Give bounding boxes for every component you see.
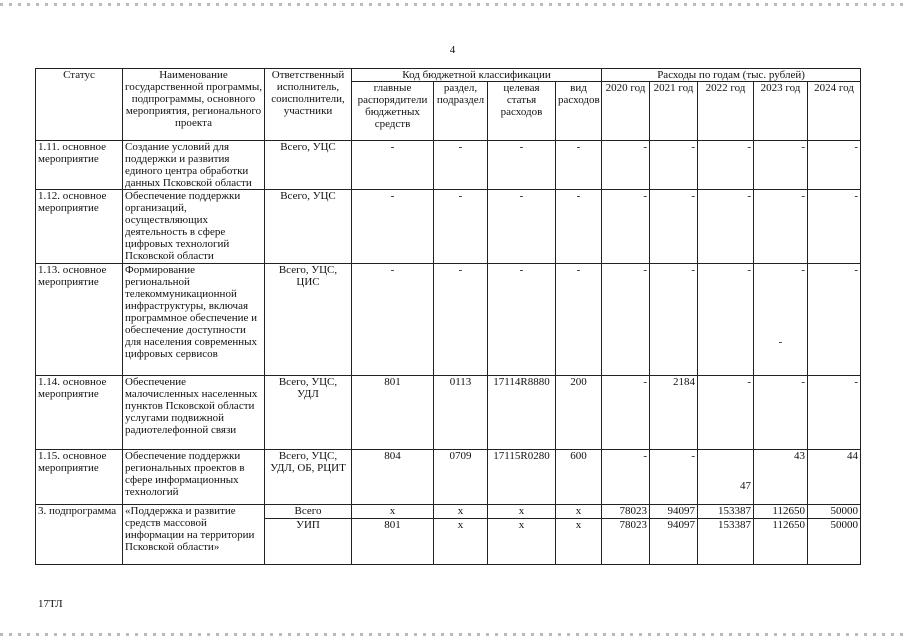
row-responsible: Всего, УЦС, УДЛ, ОБ, РЦИТ bbox=[265, 450, 352, 505]
code-article: х bbox=[488, 505, 556, 519]
code-type: 600 bbox=[556, 450, 602, 505]
header-year-2021: 2021 год bbox=[650, 82, 698, 141]
code-grbs: х bbox=[352, 505, 434, 519]
header-year-2024: 2024 год bbox=[808, 82, 861, 141]
header-code-type: вид расходов bbox=[556, 82, 602, 141]
code-grbs: - bbox=[352, 190, 434, 264]
row-responsible: Всего, УЦС, ЦИС bbox=[265, 264, 352, 376]
row-responsible: Всего, УЦС, УДЛ bbox=[265, 376, 352, 450]
row-name: Создание условий для поддержки и развития единого центра обработки данных Псковской области bbox=[123, 141, 265, 190]
value-2024: - bbox=[808, 376, 861, 450]
value-2020: - bbox=[602, 141, 650, 190]
value-2021: - bbox=[650, 264, 698, 376]
row-responsible: Всего, УЦС bbox=[265, 141, 352, 190]
table-row bbox=[36, 376, 861, 450]
code-article: 17114R8880 bbox=[488, 376, 556, 450]
table-row bbox=[36, 505, 861, 519]
header-name: Наименование государственной программы, подпрограммы, основного мероприятия, регионального проекта bbox=[123, 69, 265, 141]
code-section: - bbox=[434, 264, 488, 376]
budget-table bbox=[35, 68, 861, 565]
code-grbs: - bbox=[352, 141, 434, 190]
value-2022-text: 47 bbox=[740, 480, 752, 492]
code-section: 0709 bbox=[434, 450, 488, 505]
value-2020: - bbox=[602, 450, 650, 505]
code-type: х bbox=[556, 519, 602, 565]
header-expenses: Расходы по годам (тыс. рублей) bbox=[602, 69, 861, 82]
value-2022: - bbox=[698, 376, 754, 450]
value-2020: 78023 bbox=[602, 505, 650, 519]
code-section: - bbox=[434, 141, 488, 190]
table-row bbox=[36, 141, 861, 190]
value-2022 bbox=[698, 450, 754, 505]
code-grbs: 801 bbox=[352, 376, 434, 450]
code-type: - bbox=[556, 264, 602, 376]
table-row bbox=[36, 264, 861, 376]
value-2022: - bbox=[698, 141, 754, 190]
code-article: 17115R0280 bbox=[488, 450, 556, 505]
code-article: - bbox=[488, 141, 556, 190]
row-name: «Поддержка и развитие средств массовой информации на территории Псковской области» bbox=[123, 505, 265, 565]
value-2023: 112650 bbox=[754, 505, 808, 519]
value-2020: - bbox=[602, 264, 650, 376]
code-section: х bbox=[434, 505, 488, 519]
row-responsible: УИП bbox=[265, 519, 352, 565]
value-2024: - bbox=[808, 264, 861, 376]
header-code-grbs: главные распорядители бюджетных средств bbox=[352, 82, 434, 141]
row-responsible: Всего, УЦС bbox=[265, 190, 352, 264]
row-status: 3. подпрограмма bbox=[36, 505, 123, 565]
value-2022: - bbox=[698, 190, 754, 264]
value-2020: 78023 bbox=[602, 519, 650, 565]
row-name: Обеспечение малочисленных населенных пунктов Псковской области услугами подвижной радиотелефонной связи bbox=[123, 376, 265, 450]
value-2021: 94097 bbox=[650, 519, 698, 565]
value-2024: - bbox=[808, 190, 861, 264]
row-status: 1.15. основное мероприятие bbox=[36, 450, 123, 505]
code-section: - bbox=[434, 190, 488, 264]
value-2020: - bbox=[602, 376, 650, 450]
code-article: - bbox=[488, 190, 556, 264]
row-mark: - bbox=[778, 336, 783, 348]
scan-edge-top bbox=[0, 3, 905, 6]
code-grbs: 804 bbox=[352, 450, 434, 505]
value-2024: - bbox=[808, 141, 861, 190]
page-number: 4 bbox=[449, 44, 456, 56]
header-budget-code: Код бюджетной классификации bbox=[352, 69, 602, 82]
header-year-2022: 2022 год bbox=[698, 82, 754, 141]
value-2021: - bbox=[650, 141, 698, 190]
code-grbs: - bbox=[352, 264, 434, 376]
code-grbs: 801 bbox=[352, 519, 434, 565]
value-2023-text: - bbox=[801, 264, 806, 276]
header-row-1 bbox=[36, 69, 861, 82]
value-2021: 94097 bbox=[650, 505, 698, 519]
header-code-section: раздел, подраздел bbox=[434, 82, 488, 141]
row-status: 1.14. основное мероприятие bbox=[36, 376, 123, 450]
row-status: 1.12. основное мероприятие bbox=[36, 190, 123, 264]
row-name: Обеспечение поддержки организаций, осуществляющих деятельность в сфере цифровых технологий Псковской области bbox=[123, 190, 265, 264]
code-article: - bbox=[488, 264, 556, 376]
row-status: 1.13. основное мероприятие bbox=[36, 264, 123, 376]
value-2023: - bbox=[754, 376, 808, 450]
row-name: Формирование региональной телекоммуникационной инфраструктуры, включая программное обеспечение и обеспечение доступности для населения современных цифровых сервисов bbox=[123, 264, 265, 376]
table-row bbox=[36, 190, 861, 264]
code-type: 200 bbox=[556, 376, 602, 450]
value-2021: 2184 bbox=[650, 376, 698, 450]
value-2023: 112650 bbox=[754, 519, 808, 565]
code-type: х bbox=[556, 505, 602, 519]
header-year-2023: 2023 год bbox=[754, 82, 808, 141]
row-status: 1.11. основное мероприятие bbox=[36, 141, 123, 190]
table-row bbox=[36, 450, 861, 505]
scan-edge-bottom bbox=[0, 633, 905, 636]
code-article: х bbox=[488, 519, 556, 565]
row-responsible: Всего bbox=[265, 505, 352, 519]
footer-code: 17ТЛ bbox=[38, 598, 63, 610]
value-2023: - bbox=[754, 141, 808, 190]
code-section: х bbox=[434, 519, 488, 565]
code-type: - bbox=[556, 141, 602, 190]
value-2021: - bbox=[650, 190, 698, 264]
header-status: Статус bbox=[36, 69, 123, 141]
value-2023 bbox=[754, 264, 808, 376]
header-code-article: целевая статья расходов bbox=[488, 82, 556, 141]
value-2022: 153387 bbox=[698, 505, 754, 519]
header-year-2020: 2020 год bbox=[602, 82, 650, 141]
value-2020: - bbox=[602, 190, 650, 264]
value-2023: - bbox=[754, 190, 808, 264]
header-responsible: Ответственный исполнитель, соисполнители, участники bbox=[265, 69, 352, 141]
code-type: - bbox=[556, 190, 602, 264]
code-section: 0113 bbox=[434, 376, 488, 450]
value-2021: - bbox=[650, 450, 698, 505]
value-2022: - bbox=[698, 264, 754, 376]
value-2023: 43 bbox=[754, 450, 808, 505]
value-2024: 44 bbox=[808, 450, 861, 505]
value-2024: 50000 bbox=[808, 519, 861, 565]
row-name: Обеспечение поддержки региональных проектов в сфере информационных технологий bbox=[123, 450, 265, 505]
value-2024: 50000 bbox=[808, 505, 861, 519]
value-2022: 153387 bbox=[698, 519, 754, 565]
